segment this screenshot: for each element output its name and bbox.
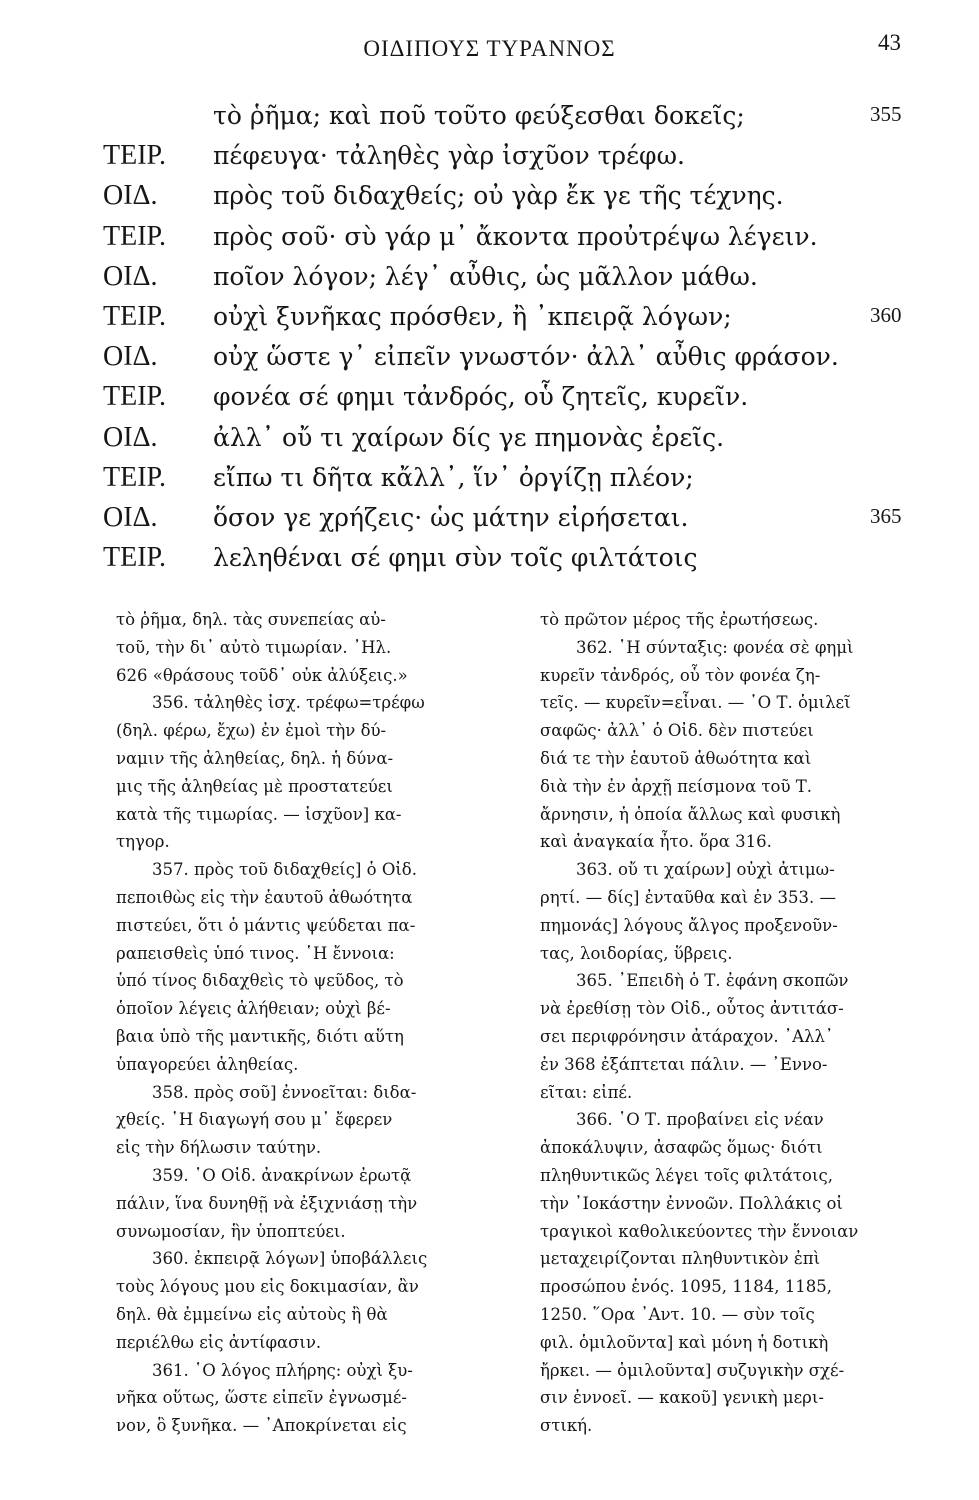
- note-line: πημονάς] λόγους ἄλγος προξενοῦν-: [540, 915, 838, 935]
- note-line: ἤρκει. — ὁμιλοῦντα] συζυγικὴν σχέ-: [540, 1360, 845, 1380]
- speaker-label: ΤΕΙΡ.: [103, 301, 167, 332]
- note-line: διὰ τὴν ἐν ἀρχῇ πείσμονα τοῦ Τ.: [540, 776, 812, 796]
- note-line: φιλ. ὁμιλοῦντα] καὶ μόνη ἡ δοτικὴ: [540, 1332, 829, 1352]
- note-line: τραγικοὶ καθολικεύοντες τὴν ἔννοιαν: [540, 1221, 859, 1241]
- verse-text: πέφευγα· τἀληθὲς γὰρ ἰσχῦον τρέφω.: [213, 141, 685, 171]
- verse-text: φονέα σέ φημι τἀνδρός, οὗ ζητεῖς, κυρεῖν.: [213, 382, 749, 412]
- note-line: νὰ ἐρεθίσῃ τὸν Οἰδ., οὗτος ἀντιτάσ-: [540, 999, 844, 1019]
- note-line: σιν ἐννοεῖ. — κακοῦ] γενικὴ μερι-: [540, 1388, 824, 1408]
- note-line: ὁποῖον λέγεις ἀλήθειαν; οὐχὶ βέ-: [116, 999, 391, 1019]
- verse-line: [0, 176, 979, 218]
- note-line: τεῖς. — κυρεῖν=εἶναι. — ῾Ο Τ. ὁμιλεῖ: [540, 693, 851, 713]
- note-line: ρητί. — δίς] ἐνταῦθα καὶ ἐν 353. —: [540, 887, 837, 907]
- verse-line: [0, 418, 979, 460]
- line-number: 355: [870, 102, 902, 126]
- note-line: καὶ ἀναγκαία ἦτο. ὅρα 316.: [540, 832, 772, 852]
- speaker-label: ΤΕΙΡ.: [103, 461, 167, 493]
- verse-text: οὐχὶ ξυνῆκας πρόσθεν, ἢ ᾽κπειρᾷ λόγων;: [213, 302, 732, 331]
- note-line: τοῦ, τὴν δι᾽ αὐτὸ τιμωρίαν. ᾽Ηλ.: [116, 637, 392, 657]
- note-line: διά τε τὴν ἑαυτοῦ ἀθωότητα καὶ: [540, 748, 812, 768]
- speaker-label: ΤΕΙΡ.: [103, 140, 167, 172]
- note-line: ὑπαγορεύει ἀληθείας.: [116, 1054, 299, 1074]
- note-line: πάλιν, ἵνα δυνηθῇ νὰ ἐξιχνιάσῃ τὴν: [116, 1193, 418, 1213]
- verse-text: πρὸς τοῦ διδαχθείς; οὐ γὰρ ἔκ γε τῆς τέχνης.: [213, 181, 784, 211]
- note-line: ραπεισθεὶς ὑπό τινος. ῾Η ἔννοια:: [116, 943, 395, 963]
- note-line: τοὺς λόγους μου εἰς δοκιμασίαν, ἂν: [116, 1277, 419, 1297]
- note-line: σαφῶς· ἀλλ᾽ ὁ Οἰδ. δὲν πιστεύει: [540, 721, 814, 741]
- note-line: ἄρνησιν, ἡ ὁποία ἄλλως καὶ φυσικὴ: [540, 804, 841, 824]
- note-line: πληθυντικῶς λέγει τοῖς φιλτάτοις,: [540, 1165, 833, 1185]
- note-line: μεταχειρίζονται πληθυντικὸν ἐπὶ: [540, 1249, 821, 1269]
- notes-right-column: [540, 606, 936, 1440]
- note-line: ναμιν τῆς ἀληθείας, δηλ. ἡ δύνα-: [116, 748, 394, 768]
- note-line: συνωμοσίαν, ἣν ὑποπτεύει.: [116, 1221, 346, 1241]
- note-line: εῖται: εἰπέ.: [540, 1082, 633, 1102]
- note-line: τὸ πρῶτον μέρος τῆς ἐρωτήσεως.: [540, 610, 819, 629]
- verse-line: [0, 96, 979, 138]
- note-line: νον, ὃ ξυνῆκα. — ᾽Αποκρίνεται εἰς: [116, 1416, 407, 1436]
- verse-text: πρὸς σοῦ· σὺ γάρ μ᾽ ἄκοντα προὐτρέψω λέγειν.: [213, 221, 818, 251]
- verse-text: ὅσον γε χρήζεις· ὡς μάτην εἰρήσεται.: [213, 503, 689, 532]
- verse-line: [0, 337, 979, 379]
- speaker-label: ΤΕΙΡ.: [103, 381, 167, 413]
- note-line: τηγορ.: [116, 832, 170, 852]
- note-line: ὑπό τίνος διδαχθεὶς τὸ ψεῦδος, τὸ: [116, 971, 404, 991]
- verse-text: ποῖον λόγον; λέγ᾽ αὖθις, ὡς μᾶλλον μάθω.: [213, 261, 758, 291]
- verse-line: [0, 136, 979, 178]
- note-line: ἐν 368 ἐξάπτεται πάλιν. — ᾽Εννο-: [540, 1054, 828, 1074]
- verse-line: [0, 297, 979, 339]
- note-line: κυρεῖν τἀνδρός, οὗ τὸν φονέα ζη-: [540, 665, 821, 685]
- note-line: 357. πρὸς τοῦ διδαχθείς] ὁ Οἰδ.: [152, 860, 417, 880]
- verse-line: [0, 217, 979, 259]
- note-line: 365. ᾽Επειδὴ ὁ Τ. ἐφάνη σκοπῶν: [576, 971, 849, 991]
- verse-text: λεληθέναι σέ φημι σὺν τοῖς φιλτάτοις: [213, 543, 698, 573]
- note-line: 363. οὔ τι χαίρων] οὐχὶ ἀτιμω-: [576, 860, 835, 880]
- verse-line: [0, 377, 979, 419]
- page-number: 43: [878, 30, 901, 55]
- speaker-label: ΟΙΔ.: [103, 502, 158, 533]
- note-line: 356. τἀληθὲς ἰσχ. τρέφω=τρέφω: [152, 693, 425, 713]
- note-line: μις τῆς ἀληθείας μὲ προστατεύει: [116, 776, 393, 796]
- speaker-label: ΟΙΔ.: [103, 421, 158, 453]
- note-line: πεποιθὼς εἰς τὴν ἑαυτοῦ ἀθωότητα: [116, 887, 413, 907]
- notes-left-column: [116, 606, 514, 1440]
- speaker-label: ΟΙΔ.: [103, 260, 158, 292]
- note-line: 361. ῾Ο λόγος πλήρης: οὐχὶ ξυ-: [152, 1360, 413, 1380]
- note-line: δηλ. θὰ ἐμμείνω εἰς αὐτοὺς ἢ θὰ: [116, 1304, 388, 1324]
- verse-text: οὐχ ὥστε γ᾽ εἰπεῖν γνωστόν· ἀλλ᾽ αὖθις φράσον.: [213, 342, 839, 372]
- note-line: 626 «θράσους τοῦδ᾽ οὐκ ἀλύξεις.»: [116, 665, 408, 685]
- note-line: 359. ῾Ο Οἰδ. ἀνακρίνων ἐρωτᾷ: [152, 1165, 412, 1185]
- note-line: στική.: [540, 1416, 593, 1436]
- note-line: πιστεύει, ὅτι ὁ μάντις ψεύδεται πα-: [116, 915, 416, 935]
- note-line: 358. πρὸς σοῦ] ἐννοεῖται: διδα-: [152, 1082, 417, 1102]
- line-number: 360: [870, 303, 902, 327]
- note-line: τὴν ᾽Ιοκάστην ἐννοῶν. Πολλάκις οἱ: [540, 1193, 843, 1213]
- speaker-label: ΤΕΙΡ.: [103, 220, 167, 252]
- note-line: εἰς τὴν δήλωσιν ταύτην.: [116, 1138, 322, 1158]
- running-title: ΟΙΔΙΠΟΥΣ ΤΥΡΑΝΝΟΣ: [363, 36, 616, 61]
- note-line: (δηλ. φέρω, ἔχω) ἐν ἐμοὶ τὴν δύ-: [116, 721, 387, 741]
- note-line: σει περιφρόνησιν ἀτάραχον. ᾽Αλλ᾽: [540, 1026, 834, 1046]
- verse-text: τὸ ῥῆμα; καὶ ποῦ τοῦτο φεύξεσθαι δοκεῖς;: [213, 101, 745, 130]
- note-line: 366. ῾Ο Τ. προβαίνει εἰς νέαν: [576, 1110, 824, 1130]
- note-line: βαια ὑπὸ τῆς μαντικῆς, διότι αὕτη: [116, 1026, 404, 1046]
- note-line: τὸ ῥῆμα, δηλ. τὰς συνεπείας αὐ-: [116, 610, 386, 629]
- verse-line: [0, 538, 979, 580]
- speaker-label: ΟΙΔ.: [103, 180, 158, 212]
- verse-line: [0, 498, 979, 540]
- speaker-label: ΤΕΙΡ.: [103, 542, 167, 574]
- note-line: χθείς. ῾Η διαγωγή σου μ᾽ ἔφερεν: [116, 1110, 393, 1130]
- note-line: προσώπου ἑνός. 1095, 1184, 1185,: [540, 1277, 832, 1297]
- note-line: ἀποκάλυψιν, ἀσαφῶς ὅμως· διότι: [540, 1138, 823, 1158]
- speaker-label: ΟΙΔ.: [103, 341, 158, 373]
- note-line: περιέλθω εἰς ἀντίφασιν.: [116, 1332, 322, 1352]
- verse-line: [0, 257, 979, 299]
- verse-text: ἀλλ᾽ οὔ τι χαίρων δίς γε πημονὰς ἐρεῖς.: [213, 422, 725, 452]
- line-number: 365: [870, 504, 902, 528]
- verse-line: [0, 458, 979, 500]
- note-line: 360. ἐκπειρᾷ λόγων] ὑποβάλλεις: [152, 1249, 428, 1269]
- verse-text: εἴπω τι δῆτα κἄλλ᾽, ἵν᾽ ὀργίζῃ πλέον;: [213, 462, 694, 492]
- note-line: νῆκα οὕτως, ὥστε εἰπεῖν ἐγνωσμέ-: [116, 1388, 407, 1408]
- note-line: 1250. ῞Ορα ᾽Αντ. 10. — σὺν τοῖς: [540, 1304, 815, 1324]
- note-line: τας, λοιδορίας, ὕβρεις.: [540, 943, 733, 963]
- note-line: 362. ῾Η σύνταξις: φονέα σὲ φημὶ: [576, 637, 854, 657]
- note-line: κατὰ τῆς τιμωρίας. — ἰσχῦον] κα-: [116, 804, 402, 824]
